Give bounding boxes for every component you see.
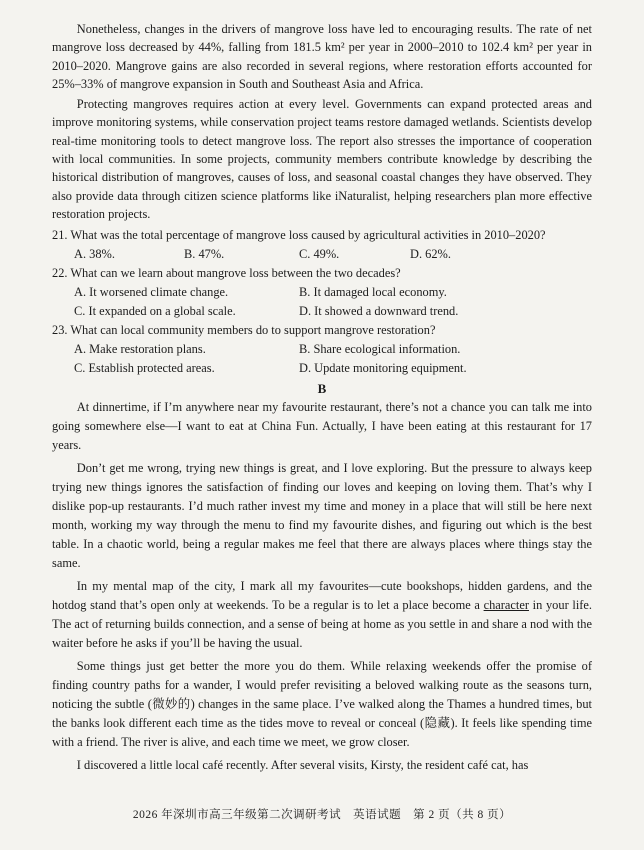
question-22-options-row-2 [52,302,592,321]
question-22-option-b: B. It damaged local economy. [299,285,447,300]
question-22-option-c: C. It expanded on a global scale. [74,304,236,319]
page-content [52,20,592,775]
section-b-heading: B [317,381,327,397]
question-21-stem: 21. What was the total percentage of mangrove loss caused by agricultural activities in 2010–2020? [52,228,546,243]
question-21-option-a: A. 38%. [74,247,115,262]
passage-b-paragraph-5: I discovered a little local café recently. After several visits, Kirsty, the resident café cat, has [76,758,529,773]
question-21-option-d: D. 62%. [410,247,451,262]
question-21-option-b: B. 47%. [184,247,225,262]
passage-a-paragraph-1: Nonetheless, changes in the drivers of mangrove loss have led to encouraging results. The rate of net mangrove loss decreased by 44%, falling from 181.5 km² per year in 2000–2010 to 102.4 km² per year in 2010–2020. Mangrove gains are also recorded in several regions, where restoration efforts accounted for 25%–33% of mangrove expansion in South and Southeast Asia and Africa. [52,22,592,91]
passage-b-paragraph-2: Don’t get me wrong, trying new things is great, and I love exploring. But the pressure to always keep trying new things ignores the satisfaction of finding our loves and keeping on loving them. That’s why I dislike pop-up restaurants. I’d much rather invest my time and money in a place that will still be here next month, working my way through the menu to find my favourite dishes, and figuring out which is the best table. In a chaotic world, being a regular makes me feel that there are always places where things stay the same. [52,461,592,571]
passage-b-paragraph-3-start: In my mental map of the city, I mark all my favourites—cute bookshops, hidden gardens, and the hotdog stand that’s open only at weekends. To be a regular is to let a place become a [52,579,592,613]
question-21-options [52,245,592,264]
passage-b-paragraph-1: At dinnertime, if I’m anywhere near my favourite restaurant, there’s not a chance you can talk me into going somewhere else—I want to eat at China Fun. Actually, I have been eating at this restaurant for 17 years. [52,400,592,453]
question-23-option-d: D. Update monitoring equipment. [299,361,467,376]
question-22-option-d: D. It showed a downward trend. [299,304,459,319]
passage-a-paragraph-2: Protecting mangroves requires action at every level. Governments can expand protected areas and improve monitoring systems, while conservation project teams restore damaged wetlands. Scientists develop real-time monitoring tools to detect mangrove loss. The report also stresses the importance of cooperation with local communities. In some projects, community members contribute knowledge by describing the historical distribution of mangroves, causes of loss, and seasonal coastal changes they have observed. They also provide data through citizen science platforms like iNaturalist, helping researchers plan more effective restoration projects. [52,97,592,221]
question-23-options-row-1 [52,340,592,359]
question-23-option-c: C. Establish protected areas. [74,361,215,376]
question-22-options-row-1 [52,283,592,302]
question-22-option-a: A. It worsened climate change. [74,285,229,300]
passage-b-paragraph-3 [52,577,592,653]
question-21-option-c: C. 49%. [299,247,340,262]
underlined-word-character: character [483,598,529,613]
question-22-stem: 22. What can we learn about mangrove loss between the two decades? [52,266,401,281]
question-23-option-a: A. Make restoration plans. [74,342,206,357]
question-23-option-b: B. Share ecological information. [299,342,461,357]
question-23-options-row-2 [52,359,592,378]
page-footer: 2026 年深圳市高三年级第二次调研考试 英语试题 第 2 页（共 8 页） [132,809,512,821]
passage-b-paragraph-3-end: in your life. The act of returning builds connection, and a sense of being at home as you settle in and share a nod with the waiter before he asks if you’ll be having the usual. [52,598,592,651]
question-23-stem: 23. What can local community members do to support mangrove restoration? [52,323,436,338]
passage-b-paragraph-4: Some things just get better the more you do them. While relaxing weekends offer the promise of finding country paths for a wander, I would prefer revisiting a beloved walking route as the seasons turn, noticing the subtle (微妙的) changes in the same place. I’ve walked along the Thames a hundred times, but the banks look different each time as the tides move to reveal or conceal (隐藏). It feels like spending time with a friend. The river is alive, and each time we meet, we grow closer. [52,659,592,750]
